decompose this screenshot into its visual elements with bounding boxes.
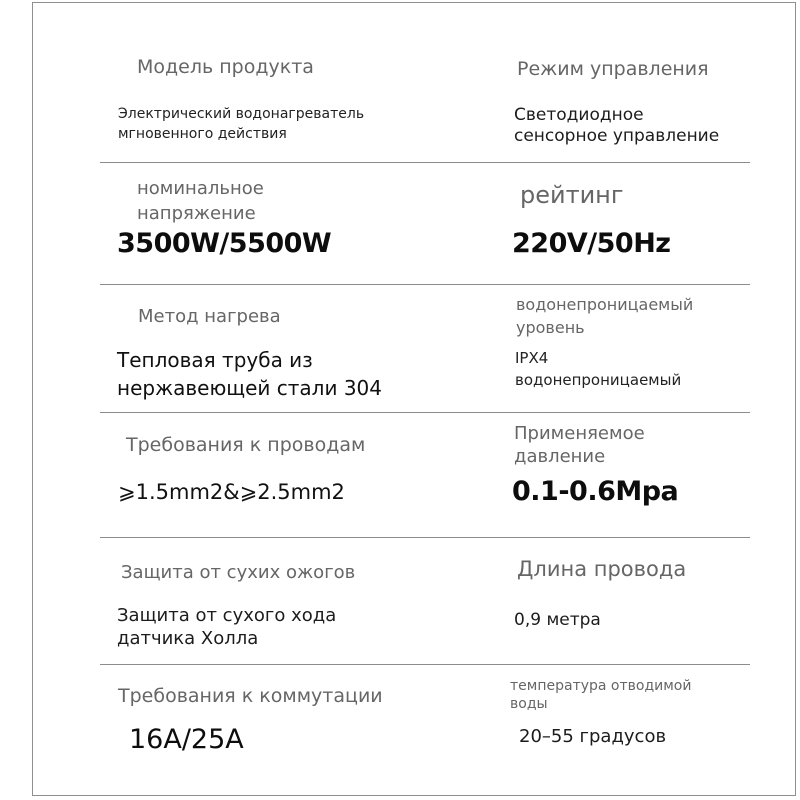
spec-value-switching-requirements: 16A/25A bbox=[129, 724, 244, 755]
spec-label-control-mode: Режим управления bbox=[517, 58, 709, 80]
spec-value-rated-power: 3500W/5500W bbox=[117, 228, 332, 259]
row-divider bbox=[100, 412, 750, 413]
spec-label-product-model: Модель продукта bbox=[137, 56, 314, 78]
spec-label-cord-length: Длина провода bbox=[517, 557, 687, 581]
spec-value-rating: 220V/50Hz bbox=[512, 228, 671, 259]
spec-value-control-mode: Светодиодное сенсорное управление bbox=[514, 105, 720, 146]
spec-label-outlet-water-temperature: температура отводимой воды bbox=[510, 678, 692, 712]
spec-label-heating-method: Метод нагрева bbox=[138, 306, 281, 327]
spec-label-rating: рейтинг bbox=[520, 181, 624, 209]
spec-value-outlet-water-temperature: 20–55 градусов bbox=[519, 726, 667, 747]
spec-label-waterproof-level: водонепроницаемый уровень bbox=[516, 295, 694, 337]
spec-label-rated-power: номинальное напряжение bbox=[137, 178, 264, 224]
spec-value-waterproof-level: IPX4 водонепроницаемый bbox=[515, 349, 682, 389]
row-divider bbox=[100, 537, 750, 538]
spec-value-dry-burn-protection: Защита от сухого хода датчика Холла bbox=[117, 605, 337, 649]
row-divider bbox=[100, 284, 750, 285]
spec-value-operating-pressure: 0.1-0.6Mpa bbox=[512, 476, 679, 507]
spec-label-dry-burn-protection: Защита от сухих ожогов bbox=[121, 562, 356, 583]
spec-label-wire-requirements: Требования к проводам bbox=[126, 434, 366, 456]
spec-value-heating-method: Тепловая труба из нержавеющей стали 304 bbox=[117, 348, 382, 400]
spec-value-wire-requirements: ⩾1.5mm2&⩾2.5mm2 bbox=[118, 480, 345, 504]
spec-label-operating-pressure: Применяемое давление bbox=[514, 423, 645, 467]
spec-value-cord-length: 0,9 метра bbox=[514, 610, 601, 630]
row-divider bbox=[100, 162, 750, 163]
spec-value-product-model: Электрический водонагреватель мгновенного действия bbox=[118, 106, 365, 142]
row-divider bbox=[100, 664, 750, 665]
spec-label-switching-requirements: Требования к коммутации bbox=[118, 685, 383, 707]
